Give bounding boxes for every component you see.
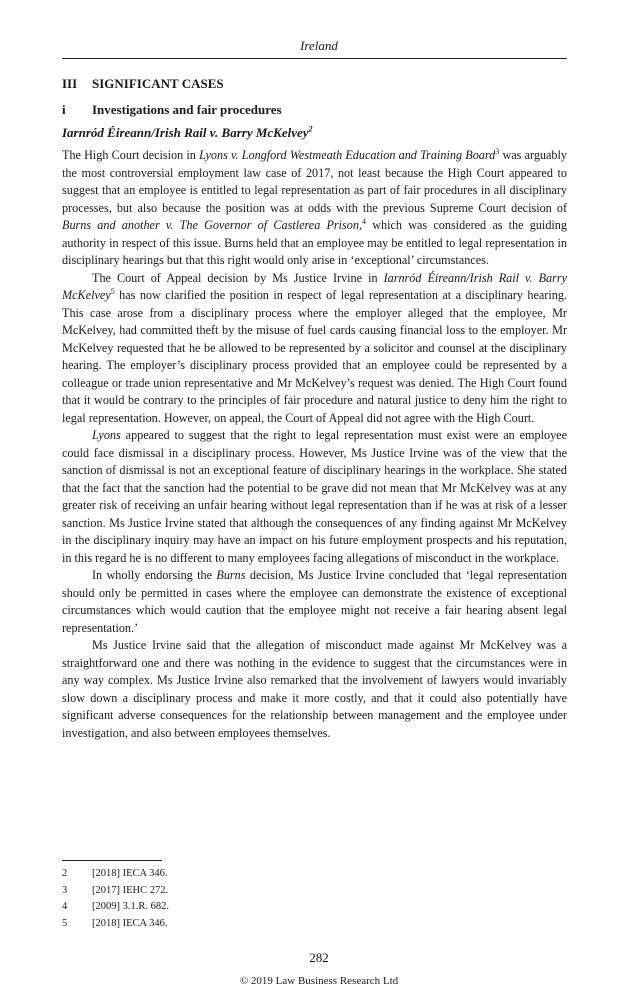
case-title: Iarnród Éireann/Irish Rail v. Barry McKelvey — [62, 125, 309, 140]
running-header: Ireland — [300, 38, 338, 53]
footnote-ref: 4 — [362, 216, 367, 226]
text: The Court of Appeal decision by Ms Justice Irvine in — [92, 270, 384, 285]
footnote-number: 2 — [62, 868, 68, 879]
case-citation: Burns — [216, 568, 246, 582]
subsection-title: Investigations and fair procedures — [92, 102, 282, 117]
footnote-ref: 3 — [495, 146, 500, 156]
footnote-number: 5 — [62, 917, 68, 929]
section-heading — [62, 76, 224, 92]
text: has now clarified the position in respect of legal representation at a disciplinary hearing. This case arose from a disciplinary process where the employer alleged that the employee, Mr McKelvey, had committed theft by the misuse of fuel cards causing financial loss to the employer. Mr McKelvey requested that he be allowed to be represented by a solicitor and counsel at the disciplinary hearing. The employer’s disciplinary process provided that an employee could be represented by a colleague or trade union representative and Mr McKelvey’s request was denied. The High Court found that it would be contrary to the principles of fair procedure and natural justice to deny him the right to legal representation. However, on appeal, the Court of Appeal did not agree with the High Court. — [62, 288, 567, 425]
footnote-number: 3 — [62, 884, 68, 896]
text: decision, Ms Justice Irvine concluded that ‘legal representation should only be permitted in cases where the employee can demonstrate the existence of exceptional circumstances which would caution that the employee might not receive a fair hearing absent legal representation.’ — [62, 568, 567, 635]
footnote-text: [2009] 3.1.R. 682. — [92, 901, 169, 912]
subsection-heading — [62, 102, 282, 118]
section-title: SIGNIFICANT CASES — [92, 76, 224, 91]
footnote — [62, 866, 169, 883]
footnote-number: 4 — [62, 901, 68, 912]
text: was arguably the most controversial employment law case of 2017, not least because the High Court appeared to suggest that an employee is entitled to legal representation as part of fair procedures in all disciplinary processes, but also because the position was at odds with the previous Supreme Court decision of — [62, 148, 567, 215]
paragraph — [62, 567, 567, 637]
footnote-ref: 5 — [110, 286, 115, 296]
text: appeared to suggest that the right to legal representation must exist were an employee could face dismissal in a disciplinary process. However, Ms Justice Irvine was of the view that the sanction of dismissal is not an exceptional feature of disciplinary hearings in the workplace. She stated that the fact that the sanction had the potential to be grave did not mean that Mr McKelvey was at any greater risk of receiving an unfair hearing without legal representation than if he was at risk of a lesser sanction. Ms Justice Irvine stated that although the consequences of any finding against Mr McKelvey in the disciplinary inquiry may have an impact on his future employment prospects and his reputation, in this regard he is no different to many employees facing allegations of misconduct in the workplace. — [62, 428, 567, 565]
case-heading — [62, 125, 313, 141]
case-citation: Lyons — [92, 428, 121, 442]
footnote — [62, 899, 169, 916]
footnote-text: [2018] IECA 346. — [92, 868, 168, 879]
paragraph — [62, 270, 567, 428]
text: The High Court decision in — [62, 148, 200, 162]
case-citation: Iarnród Éireann/Irish Rail v. Barry McKelvey — [62, 270, 568, 302]
text: which was considered as the guiding authority in respect of this issue. Burns held that an employee may be entitled to legal representation in disciplinary hearings but that this right would only arise in ‘exceptional’ circumstances. — [62, 218, 567, 267]
case-citation: Burns and another v. The Governor of Castlerea Prison — [62, 218, 359, 232]
text: , — [358, 218, 363, 232]
text: In wholly endorsing the — [92, 568, 217, 582]
case-citation: Lyons v. Longford Westmeath Education and Training Board — [199, 148, 496, 162]
footnote — [62, 883, 169, 900]
copyright-notice: © 2019 Law Business Research Ltd — [239, 975, 399, 987]
text: Ms Justice Irvine said that the allegation of misconduct made against Mr McKelvey was a straightforward one and there was nothing in the evidence to suggest that the circumstances were in any way complex. Ms Justice Irvine also remarked that the involvement of lawyers would invariably slow down a disciplinary process and make it more costly, and that it could also potentially have significant adverse consequences for the relationship between management and the employee under investigation, and also between employees themselves. — [62, 638, 567, 740]
paragraph — [62, 427, 567, 567]
section-number: III — [62, 76, 78, 91]
paragraph — [62, 637, 567, 742]
footnote-ref: 2 — [308, 124, 313, 134]
footnote-rule — [62, 860, 162, 861]
body-text — [62, 147, 567, 742]
footnote-text: [2018] IECA 346. — [92, 917, 168, 929]
page-number: 282 — [309, 950, 329, 965]
header-rule — [62, 58, 567, 59]
footnote — [62, 916, 169, 933]
paragraph — [62, 147, 567, 270]
subsection-number: i — [62, 102, 66, 117]
footnote-text: [2017] IEHC 272. — [92, 884, 169, 896]
footnotes — [62, 866, 169, 932]
